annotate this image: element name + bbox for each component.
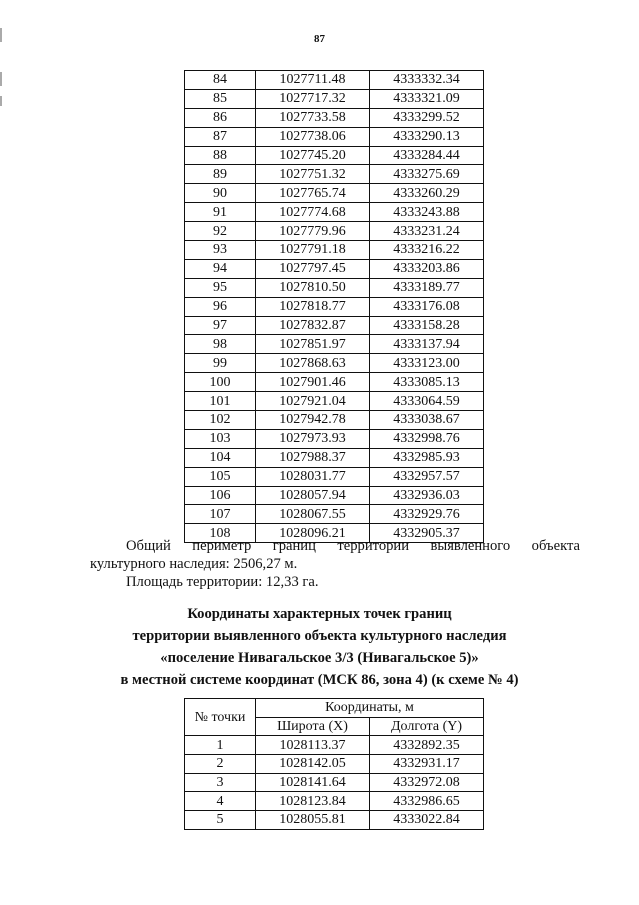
point-number-cell: 95 xyxy=(185,278,256,297)
table-row xyxy=(185,297,484,316)
x-coordinate-cell: 1027733.58 xyxy=(256,108,370,127)
y-coordinate-cell: 4333284.44 xyxy=(370,146,484,165)
point-number-cell: 99 xyxy=(185,354,256,373)
y-coordinate-cell: 4333123.00 xyxy=(370,354,484,373)
scan-edge-mark xyxy=(0,96,2,106)
y-coordinate-cell: 4332986.65 xyxy=(370,792,484,811)
x-coordinate-cell: 1027973.93 xyxy=(256,429,370,448)
point-number-cell: 108 xyxy=(185,524,256,543)
x-coordinate-cell: 1028096.21 xyxy=(256,524,370,543)
point-number-cell: 106 xyxy=(185,486,256,505)
x-coordinate-cell: 1027779.96 xyxy=(256,222,370,241)
point-number-cell: 93 xyxy=(185,241,256,260)
y-coordinate-cell: 4333189.77 xyxy=(370,278,484,297)
table-row xyxy=(185,392,484,411)
x-coordinate-cell: 1028142.05 xyxy=(256,755,370,774)
table-row xyxy=(185,411,484,430)
x-coordinate-cell: 1027810.50 xyxy=(256,278,370,297)
y-coordinate-cell: 4333275.69 xyxy=(370,165,484,184)
point-number-cell: 90 xyxy=(185,184,256,203)
point-number-cell: 101 xyxy=(185,392,256,411)
table-row xyxy=(185,335,484,354)
y-coordinate-cell: 4333321.09 xyxy=(370,89,484,108)
y-coordinate-cell: 4332957.57 xyxy=(370,467,484,486)
y-coordinate-cell: 4332905.37 xyxy=(370,524,484,543)
perimeter-text: Общий периметр границ территории выявленного объекта xyxy=(126,538,580,554)
point-number-cell: 88 xyxy=(185,146,256,165)
x-coordinate-cell: 1027745.20 xyxy=(256,146,370,165)
y-coordinate-cell: 4333158.28 xyxy=(370,316,484,335)
x-coordinate-cell: 1027818.77 xyxy=(256,297,370,316)
point-number-cell: 85 xyxy=(185,89,256,108)
point-number-cell: 96 xyxy=(185,297,256,316)
point-number-cell: 104 xyxy=(185,448,256,467)
y-coordinate-cell: 4333243.88 xyxy=(370,203,484,222)
scan-edge-mark xyxy=(0,28,2,42)
y-coordinate-cell: 4332998.76 xyxy=(370,429,484,448)
y-coordinate-cell: 4333216.22 xyxy=(370,241,484,260)
x-coordinate-cell: 1027832.87 xyxy=(256,316,370,335)
table-row xyxy=(185,71,484,90)
point-number-cell: 98 xyxy=(185,335,256,354)
point-number-cell: 1 xyxy=(185,736,256,755)
y-coordinate-cell: 4333332.34 xyxy=(370,71,484,90)
coordinates-table-body xyxy=(185,71,484,543)
point-number-cell: 5 xyxy=(185,811,256,830)
x-coordinate-cell: 1028067.55 xyxy=(256,505,370,524)
table-row xyxy=(185,316,484,335)
table-row xyxy=(185,354,484,373)
x-coordinate-cell: 1028057.94 xyxy=(256,486,370,505)
y-coordinate-cell: 4333203.86 xyxy=(370,259,484,278)
page-number: 87 xyxy=(314,33,325,45)
y-coordinate-cell: 4333064.59 xyxy=(370,392,484,411)
column-header-coordinates: Координаты, м xyxy=(256,699,484,718)
x-coordinate-cell: 1027868.63 xyxy=(256,354,370,373)
x-coordinate-cell: 1027774.68 xyxy=(256,203,370,222)
y-coordinate-cell: 4333231.24 xyxy=(370,222,484,241)
point-number-cell: 107 xyxy=(185,505,256,524)
y-coordinate-cell: 4333085.13 xyxy=(370,373,484,392)
x-coordinate-cell: 1028141.64 xyxy=(256,773,370,792)
point-number-cell: 102 xyxy=(185,411,256,430)
y-coordinate-cell: 4333022.84 xyxy=(370,811,484,830)
y-coordinate-cell: 4333137.94 xyxy=(370,335,484,354)
x-coordinate-cell: 1027851.97 xyxy=(256,335,370,354)
x-coordinate-cell: 1027711.48 xyxy=(256,71,370,90)
table-row xyxy=(185,259,484,278)
column-header-point: № точки xyxy=(185,699,256,736)
x-coordinate-cell: 1027751.32 xyxy=(256,165,370,184)
table-row xyxy=(185,127,484,146)
point-number-cell: 100 xyxy=(185,373,256,392)
heading-line: территории выявленного объекта культурного наследия xyxy=(132,628,507,644)
point-number-cell: 87 xyxy=(185,127,256,146)
point-number-cell: 2 xyxy=(185,755,256,774)
table-row xyxy=(185,792,484,811)
coordinates-table-continued xyxy=(184,70,484,543)
table-row xyxy=(185,89,484,108)
perimeter-text-continued: культурного наследия: 2506,27 м. xyxy=(90,556,298,572)
table-row xyxy=(185,373,484,392)
x-coordinate-cell: 1028123.84 xyxy=(256,792,370,811)
table-row xyxy=(185,505,484,524)
table-row xyxy=(185,203,484,222)
table-row xyxy=(185,773,484,792)
table-row xyxy=(185,222,484,241)
y-coordinate-cell: 4333260.29 xyxy=(370,184,484,203)
table-row xyxy=(185,467,484,486)
x-coordinate-cell: 1027738.06 xyxy=(256,127,370,146)
point-number-cell: 97 xyxy=(185,316,256,335)
x-coordinate-cell: 1027791.18 xyxy=(256,241,370,260)
y-coordinate-cell: 4333176.08 xyxy=(370,297,484,316)
y-coordinate-cell: 4333038.67 xyxy=(370,411,484,430)
table-row xyxy=(185,755,484,774)
y-coordinate-cell: 4333299.52 xyxy=(370,108,484,127)
y-coordinate-cell: 4332931.17 xyxy=(370,755,484,774)
x-coordinate-cell: 1027942.78 xyxy=(256,411,370,430)
table-row xyxy=(185,241,484,260)
column-header-latitude: Широта (X) xyxy=(256,717,370,736)
y-coordinate-cell: 4332929.76 xyxy=(370,505,484,524)
y-coordinate-cell: 4333290.13 xyxy=(370,127,484,146)
heading-line: в местной системе координат (МСК 86, зона 4) (к схеме № 4) xyxy=(120,672,519,688)
point-number-cell: 105 xyxy=(185,467,256,486)
x-coordinate-cell: 1027921.04 xyxy=(256,392,370,411)
point-number-cell: 94 xyxy=(185,259,256,278)
scan-edge-mark xyxy=(0,72,2,86)
point-number-cell: 92 xyxy=(185,222,256,241)
table-row xyxy=(185,108,484,127)
table-row xyxy=(185,146,484,165)
table-row xyxy=(185,736,484,755)
point-number-cell: 86 xyxy=(185,108,256,127)
y-coordinate-cell: 4332985.93 xyxy=(370,448,484,467)
table-row xyxy=(185,448,484,467)
point-number-cell: 91 xyxy=(185,203,256,222)
table-row xyxy=(185,278,484,297)
x-coordinate-cell: 1028113.37 xyxy=(256,736,370,755)
x-coordinate-cell: 1027717.32 xyxy=(256,89,370,108)
point-number-cell: 89 xyxy=(185,165,256,184)
table-row xyxy=(185,811,484,830)
x-coordinate-cell: 1027988.37 xyxy=(256,448,370,467)
heading-line: «поселение Нивагальское 3/3 (Нивагальское 5)» xyxy=(160,650,479,666)
x-coordinate-cell: 1027901.46 xyxy=(256,373,370,392)
area-text: Площадь территории: 12,33 га. xyxy=(126,574,319,590)
point-number-cell: 4 xyxy=(185,792,256,811)
coordinates-table-scheme-4 xyxy=(184,698,484,830)
x-coordinate-cell: 1027797.45 xyxy=(256,259,370,278)
coordinates-table-body xyxy=(185,736,484,829)
point-number-cell: 84 xyxy=(185,71,256,90)
y-coordinate-cell: 4332892.35 xyxy=(370,736,484,755)
x-coordinate-cell: 1028055.81 xyxy=(256,811,370,830)
point-number-cell: 103 xyxy=(185,429,256,448)
point-number-cell: 3 xyxy=(185,773,256,792)
table-row xyxy=(185,184,484,203)
x-coordinate-cell: 1028031.77 xyxy=(256,467,370,486)
table-row xyxy=(185,486,484,505)
column-header-longitude: Долгота (Y) xyxy=(370,717,484,736)
y-coordinate-cell: 4332936.03 xyxy=(370,486,484,505)
table-header-row xyxy=(185,699,484,718)
heading-line: Координаты характерных точек границ xyxy=(187,606,452,622)
y-coordinate-cell: 4332972.08 xyxy=(370,773,484,792)
x-coordinate-cell: 1027765.74 xyxy=(256,184,370,203)
table-row xyxy=(185,429,484,448)
section-heading xyxy=(0,603,639,691)
table-row xyxy=(185,165,484,184)
